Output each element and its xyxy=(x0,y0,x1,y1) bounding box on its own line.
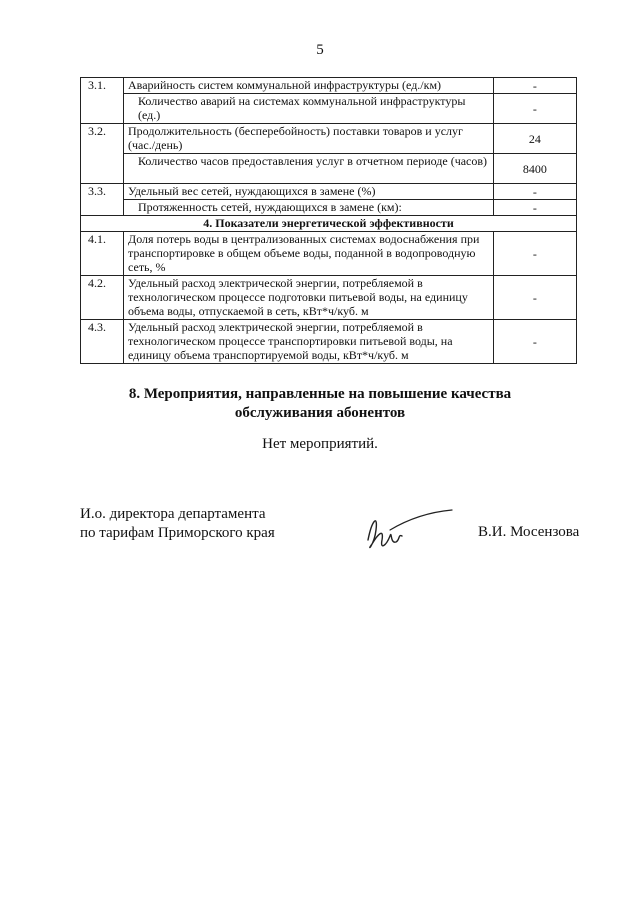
section-header-cell: 4. Показатели энергетической эффективности xyxy=(81,216,577,232)
row-number-cell: 3.1. xyxy=(81,78,124,124)
indicator-value-cell: - xyxy=(493,232,576,276)
signatory-position-line-1: И.о. директора департамента xyxy=(80,506,266,522)
table-row xyxy=(81,124,577,154)
table-row xyxy=(81,320,577,364)
indicators-table xyxy=(80,77,577,364)
indicator-name-cell: Удельный вес сетей, нуждающихся в замене (%) xyxy=(124,184,494,200)
indicator-value-cell: - xyxy=(493,276,576,320)
row-number-cell: 4.2. xyxy=(81,276,124,320)
table-row xyxy=(81,216,577,232)
no-events-text: Нет мероприятий. xyxy=(262,436,378,452)
indicator-value-cell: 8400 xyxy=(493,154,576,184)
table-row xyxy=(81,184,577,200)
indicator-name-cell: Протяженность сетей, нуждающихся в замене (км): xyxy=(124,200,494,216)
indicator-value-cell: 24 xyxy=(493,124,576,154)
page-number: 5 xyxy=(316,42,324,58)
indicator-name-cell: Аварийность систем коммунальной инфраструктуры (ед./км) xyxy=(124,78,494,94)
section-8-heading xyxy=(0,385,640,423)
indicator-name-cell: Доля потерь воды в централизованных системах водоснабжения при транспортировке в общем объеме воды, поданной в водопроводную сеть, % xyxy=(124,232,494,276)
row-number-cell: 3.2. xyxy=(81,124,124,184)
indicator-value-cell: - xyxy=(493,184,576,200)
row-number-cell: 4.3. xyxy=(81,320,124,364)
table-row xyxy=(81,276,577,320)
table-row xyxy=(81,200,577,216)
row-number-cell: 3.3. xyxy=(81,184,124,216)
indicator-name-cell: Количество аварий на системах коммунальной инфраструктуры (ед.) xyxy=(124,94,494,124)
indicator-name-cell: Количество часов предоставления услуг в отчетном периоде (часов) xyxy=(124,154,494,184)
signatory-position-line-2: по тарифам Приморского края xyxy=(80,525,275,541)
handwritten-signature xyxy=(360,500,460,560)
section-8-title-line-1: 8. Мероприятия, направленные на повышение качества xyxy=(128,386,512,402)
signatory-position xyxy=(80,505,275,543)
table-row xyxy=(81,78,577,94)
signatory-name: В.И. Мосензова xyxy=(478,524,580,540)
row-number-cell: 4.1. xyxy=(81,232,124,276)
table-row xyxy=(81,232,577,276)
table-row xyxy=(81,94,577,124)
indicator-value-cell: - xyxy=(493,78,576,94)
indicator-value-cell: - xyxy=(493,320,576,364)
section-8-title-line-2: обслуживания абонентов xyxy=(234,405,406,421)
indicator-name-cell: Удельный расход электрической энергии, потребляемой в технологическом процессе подготовки питьевой воды, на единицу объема воды, отпускаемой в сеть, кВт*ч/куб. м xyxy=(124,276,494,320)
table-row xyxy=(81,154,577,184)
indicator-name-cell: Продолжительность (бесперебойность) поставки товаров и услуг (час./день) xyxy=(124,124,494,154)
indicator-name-cell: Удельный расход электрической энергии, потребляемой в технологическом процессе транспортировки питьевой воды, на единицу объема транспортируемой воды, кВт*ч/куб. м xyxy=(124,320,494,364)
indicator-value-cell: - xyxy=(493,94,576,124)
indicator-value-cell: - xyxy=(493,200,576,216)
